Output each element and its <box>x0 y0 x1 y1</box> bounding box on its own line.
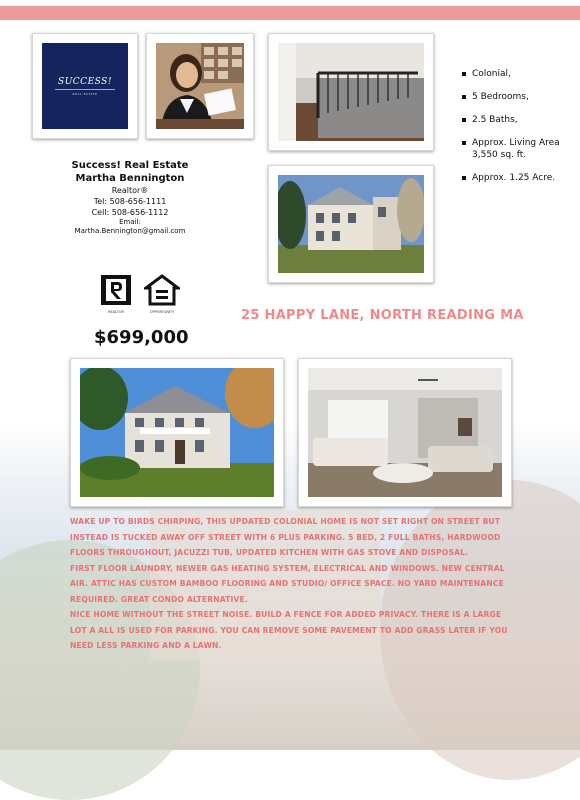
realtor-caption: REALTOR <box>108 310 124 314</box>
description-paragraph: NICE HOME WITHOUT THE STREET NOISE. BUILD A FENCE FOR ADDED PRIVACY. THERE IS A LARGE LOT A ALL IS USED FOR PARKING. YOU CAN REMOVE SOME PAVEMENT TO ADD GRASS LATER IF YOU NEED LESS PARKING AND A LAWN. <box>70 610 508 650</box>
exterior-front-photo <box>80 368 274 497</box>
logo-frame <box>32 33 138 139</box>
exterior-front-photo-frame <box>70 358 284 507</box>
agent-tel: Tel: 508-656-1111 <box>93 197 167 206</box>
equal-housing-caption: OPPORTUNITY <box>149 310 175 314</box>
listing-address: 25 HAPPY LANE, NORTH READING MA <box>241 308 524 323</box>
exterior-side-photo-frame <box>268 165 434 283</box>
agent-cell: Cell: 508-656-1112 <box>91 208 169 217</box>
header-bar <box>0 6 580 20</box>
agent-contact <box>60 160 200 236</box>
living-room-photo <box>308 368 502 497</box>
equal-housing-icon <box>144 274 184 314</box>
realtor-logo-icon <box>100 274 132 314</box>
interior-stairs-photo-frame <box>268 33 434 151</box>
exterior-side-photo <box>278 175 424 273</box>
logo-name: SUCCESS! <box>58 76 112 87</box>
description-paragraph: FIRST FLOOR LAUNDRY, NEWER GAS HEATING SYSTEM, ELECTRICAL AND WINDOWS. NEW CENTRAL AIR. ATTIC HAS CUSTOM BAMBOO FLOORING AND STUDIO/ OFFICE SPACE. NO YARD MAINTENANCE REQUIRED. GREAT CONDO ALTERNATIVE. <box>70 563 505 604</box>
logo-tagline: REAL ESTATE <box>72 91 98 96</box>
agent-name: Martha Bennington <box>75 173 185 184</box>
compliance-badges <box>100 274 190 314</box>
feature-living-area: Approx. Living Area 3,550 sq. ft. <box>460 137 570 161</box>
listing-description <box>70 514 520 654</box>
agent-photo <box>156 43 244 129</box>
description-paragraph: WAKE UP TO BIRDS CHIRPING, THIS UPDATED COLONIAL HOME IS NOT SET RIGHT ON STREET BUT INSTEAD IS TUCKED AWAY OFF STREET WITH 6 PLUS PARKING. 5 BED, 2 FULL BATHS, HARDWOOD FLOORS THROUGHOUT, JACUZZI TUB, UPDATED KITCHEN WITH GAS STOVE AND DISPOSAL. <box>70 517 501 557</box>
feature-bedrooms: 5 Bedrooms, <box>460 91 570 103</box>
interior-stairs-photo <box>278 43 424 141</box>
feature-style: Colonial, <box>460 68 570 80</box>
agent-title: Realtor® <box>111 186 149 195</box>
company-logo <box>42 43 128 129</box>
listing-price: $699,000 <box>94 327 189 348</box>
agent-email[interactable]: Martha.Bennington@gmail.com <box>74 227 186 235</box>
agent-photo-frame <box>146 33 254 139</box>
email-label: Email: <box>119 218 141 226</box>
feature-baths: 2.5 Baths, <box>460 114 570 126</box>
logo-divider <box>55 89 115 90</box>
company-name: Success! Real Estate <box>71 160 189 171</box>
living-room-photo-frame <box>298 358 512 507</box>
features-list <box>460 68 570 195</box>
feature-acreage: Approx. 1.25 Acre. <box>460 172 570 184</box>
